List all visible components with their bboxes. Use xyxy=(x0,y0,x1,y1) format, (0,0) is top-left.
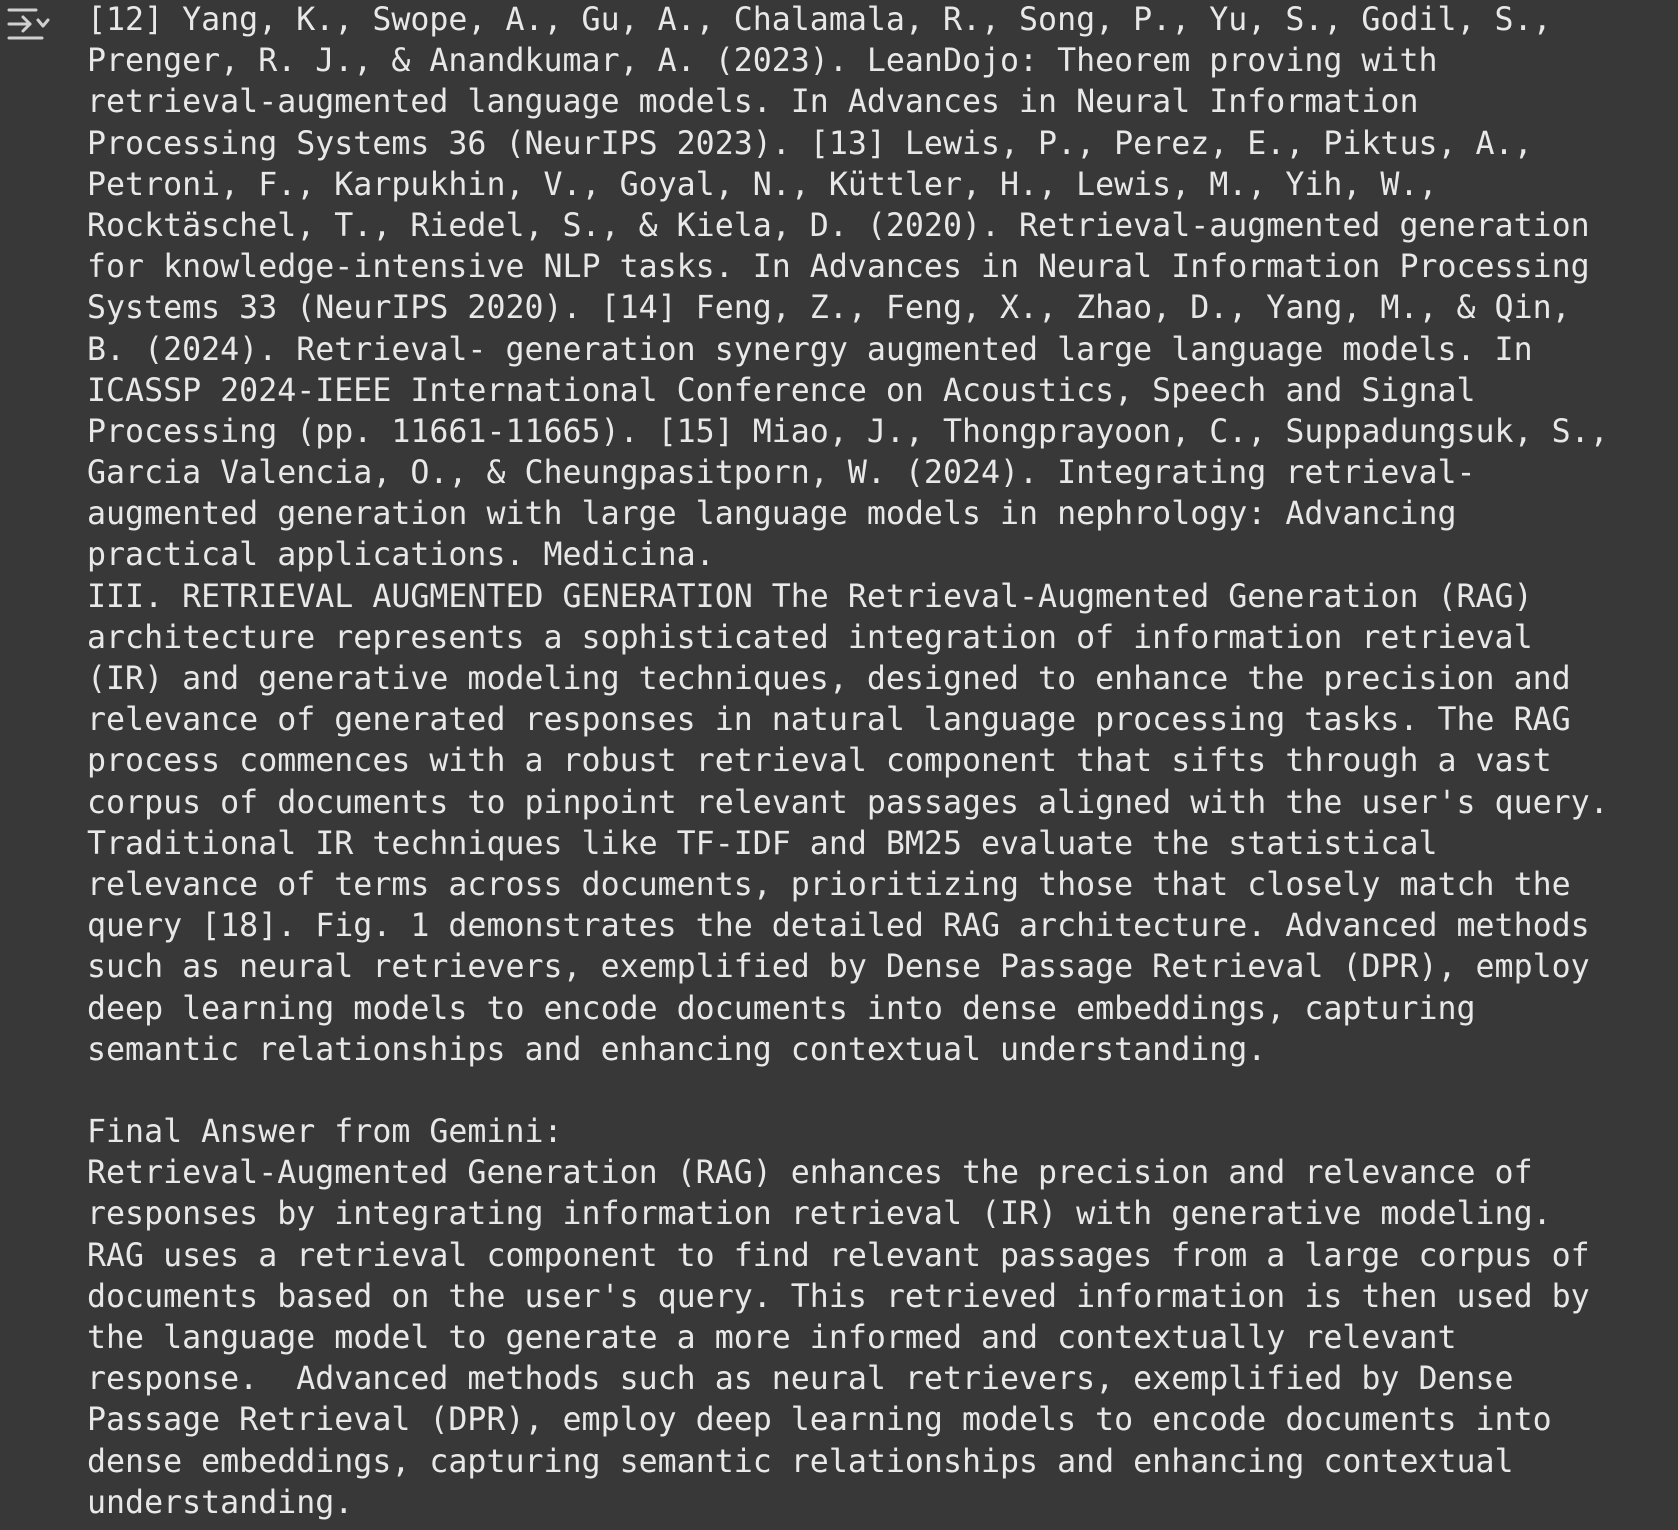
output-line: Prenger, R. J., & Anandkumar, A. (2023). LeanDojo: Theorem proving with xyxy=(87,43,1438,80)
output-line: corpus of documents to pinpoint relevant passages aligned with the user's query. xyxy=(87,784,1609,821)
cell-output-text xyxy=(87,0,1667,1524)
output-line: query [18]. Fig. 1 demonstrates the detailed RAG architecture. Advanced methods xyxy=(87,908,1590,945)
output-line: Systems 33 (NeurIPS 2020). [14] Feng, Z., Feng, X., Zhao, D., Yang, M., & Qin, xyxy=(87,290,1571,327)
output-line: RAG uses a retrieval component to find relevant passages from a large corpus of xyxy=(87,1237,1590,1274)
output-line: retrieval-augmented language models. In Advances in Neural Information xyxy=(87,84,1419,121)
output-line: ICASSP 2024-IEEE International Conference on Acoustics, Speech and Signal xyxy=(87,372,1476,409)
output-line: Final Answer from Gemini: xyxy=(87,1114,563,1151)
output-line: the language model to generate a more informed and contextually relevant xyxy=(87,1320,1457,1356)
output-line: architecture represents a sophisticated integration of information retrieval xyxy=(87,619,1533,656)
output-line: Traditional IR techniques like TF-IDF and BM25 evaluate the statistical xyxy=(87,825,1438,862)
output-line: Processing Systems 36 (NeurIPS 2023). [13] Lewis, P., Perez, E., Piktus, A., xyxy=(87,125,1533,162)
output-toggle-icon[interactable] xyxy=(6,4,52,44)
output-line: understanding. xyxy=(87,1484,354,1521)
output-line: practical applications. Medicina. xyxy=(87,537,715,574)
output-line: for knowledge-intensive NLP tasks. In Advances in Neural Information Processing xyxy=(87,249,1590,286)
output-line: [12] Yang, K., Swope, A., Gu, A., Chalamala, R., Song, P., Yu, S., Godil, S., xyxy=(87,2,1552,38)
output-line: process commences with a robust retrieval component that sifts through a vast xyxy=(87,743,1552,780)
output-line: B. (2024). Retrieval- generation synergy augmented large language models. In xyxy=(87,331,1533,368)
output-line: Petroni, F., Karpukhin, V., Goyal, N., Küttler, H., Lewis, M., Yih, W., xyxy=(87,166,1438,203)
output-line: documents based on the user's query. This retrieved information is then used by xyxy=(87,1278,1590,1315)
output-line: (IR) and generative modeling techniques, designed to enhance the precision and xyxy=(87,661,1571,697)
output-line: response. Advanced methods such as neural retrievers, exemplified by Dense xyxy=(87,1361,1514,1398)
output-line: relevance of generated responses in natural language processing tasks. The RAG xyxy=(87,702,1571,739)
output-line: semantic relationships and enhancing contextual understanding. xyxy=(87,1031,1267,1068)
output-line: Passage Retrieval (DPR), employ deep learning models to encode documents into xyxy=(87,1402,1552,1439)
output-line: deep learning models to encode documents into dense embeddings, capturing xyxy=(87,990,1476,1027)
output-line: dense embeddings, capturing semantic relationships and enhancing contextual xyxy=(87,1443,1514,1480)
output-line: III. RETRIEVAL AUGMENTED GENERATION The Retrieval-Augmented Generation (RAG) xyxy=(87,578,1533,615)
output-line: Garcia Valencia, O., & Cheungpasitporn, W. (2024). Integrating retrieval- xyxy=(87,455,1476,492)
output-toggle-icon-graphic xyxy=(6,4,52,44)
output-line: augmented generation with large language models in nephrology: Advancing xyxy=(87,496,1457,533)
output-line: responses by integrating information retrieval (IR) with generative modeling. xyxy=(87,1196,1552,1233)
output-line: Processing (pp. 11661-11665). [15] Miao, J., Thongprayoon, C., Suppadungsuk, S., xyxy=(87,413,1609,450)
output-line xyxy=(87,1071,1667,1112)
output-line: such as neural retrievers, exemplified by Dense Passage Retrieval (DPR), employ xyxy=(87,949,1590,986)
output-line: relevance of terms across documents, prioritizing those that closely match the xyxy=(87,866,1571,903)
output-line: Rocktäschel, T., Riedel, S., & Kiela, D. (2020). Retrieval-augmented generation xyxy=(87,207,1590,244)
output-line: Retrieval-Augmented Generation (RAG) enhances the precision and relevance of xyxy=(87,1155,1533,1192)
